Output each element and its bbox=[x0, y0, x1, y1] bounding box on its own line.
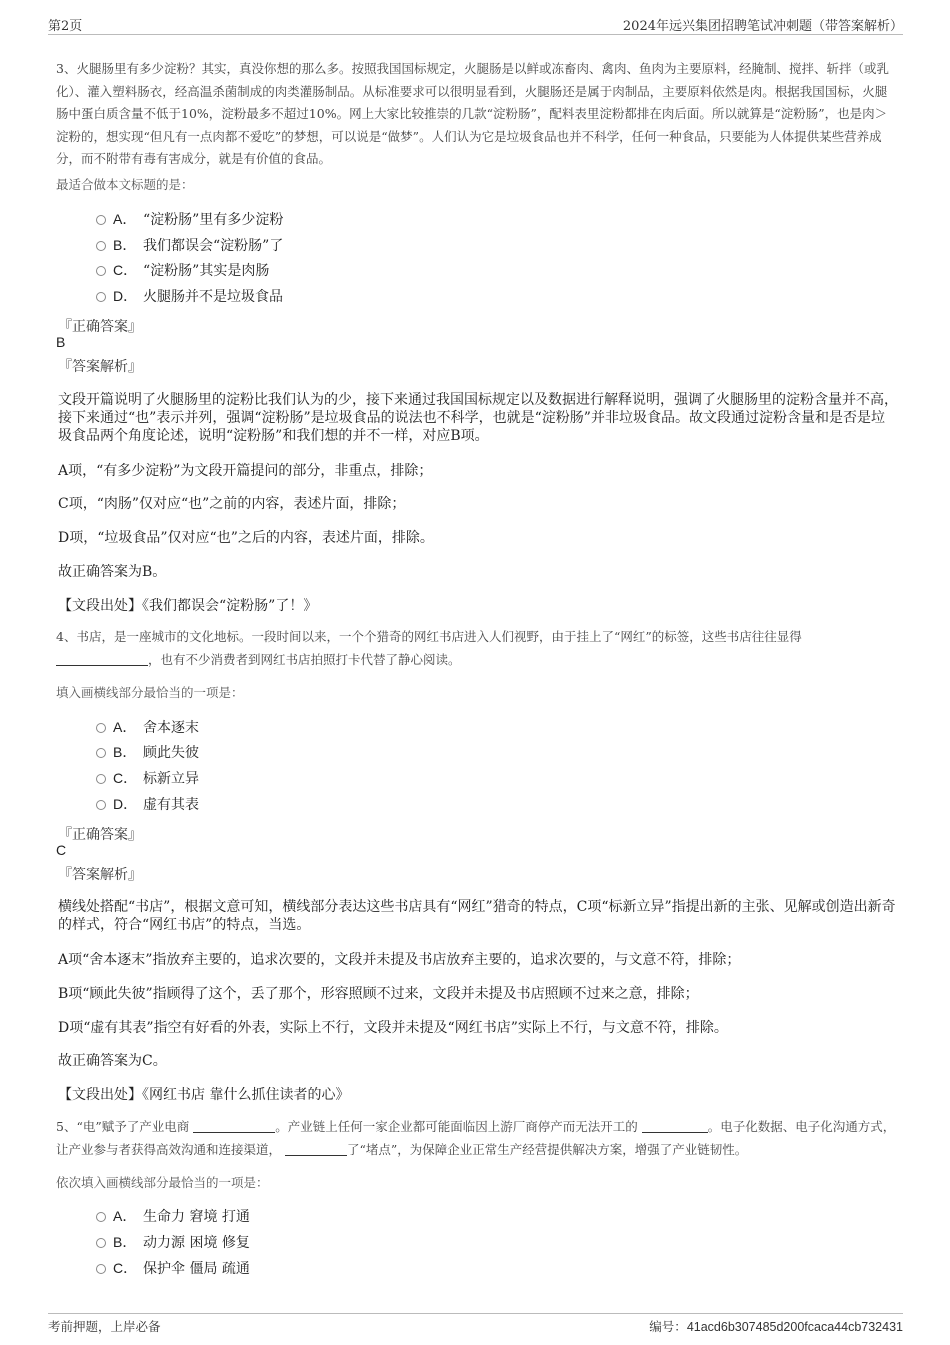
q3-option-b[interactable]: B． 我们都误会“淀粉肠”了 bbox=[96, 234, 283, 256]
radio-icon[interactable] bbox=[96, 215, 106, 225]
page-header bbox=[48, 14, 903, 35]
q3-answer-label: 『正确答案』 bbox=[58, 319, 142, 335]
fill-blank-1 bbox=[193, 1120, 275, 1133]
q4-answer: C bbox=[56, 842, 67, 858]
q3-prompt: 最适合做本文标题的是： bbox=[56, 177, 194, 192]
radio-icon[interactable] bbox=[96, 241, 106, 251]
q5-option-a[interactable]: A． 生命力 窘境 打通 bbox=[96, 1205, 250, 1227]
q4-prompt: 填入画横线部分最恰当的一项是： bbox=[56, 685, 244, 700]
radio-icon[interactable] bbox=[96, 1212, 106, 1222]
q4-analysis: 横线处搭配“书店”，根据文意可知，横线部分表达这些书店具有“网红”猎奇的特点，C项“标新立异”指提出新的主张、见解或创造出新奇的样式，符合“网红书店”的特点，当选。 bbox=[58, 899, 896, 933]
q3-option-d[interactable]: D． 火腿肠并不是垃圾食品 bbox=[96, 285, 283, 307]
q4-option-c[interactable]: C． 标新立异 bbox=[96, 767, 199, 789]
q4-analysis-label: 『答案解析』 bbox=[58, 867, 142, 883]
q5-option-b[interactable]: B． 动力源 困境 修复 bbox=[96, 1231, 250, 1253]
q4-conclusion: 故正确答案为C。 bbox=[58, 1053, 167, 1069]
radio-icon[interactable] bbox=[96, 800, 106, 810]
q3-option-a[interactable]: A． “淀粉肠”里有多少淀粉 bbox=[96, 208, 283, 230]
q3-option-c[interactable]: C． “淀粉肠”其实是肉肠 bbox=[96, 259, 269, 281]
q3-analysis-label: 『答案解析』 bbox=[58, 359, 142, 375]
fill-blank bbox=[56, 653, 148, 666]
q4-option-d[interactable]: D． 虚有其表 bbox=[96, 793, 199, 815]
page-footer bbox=[48, 1313, 903, 1334]
q3-analysis-c: C项，“肉肠”仅对应“也”之前的内容，表述片面，排除； bbox=[58, 496, 406, 512]
q3-answer: B bbox=[56, 334, 66, 350]
q3-passage: 3、火腿肠里有多少淀粉？其实，真没你想的那么多。按照我国国标规定，火腿肠是以鲜或冻畜肉、禽肉、鱼肉为主要原料，经腌制、搅拌、斩拌（或乳化）、灌入塑料肠衣，经高温杀菌制成的肉类灌肠制品。从标准要求可以很明显看到，火腿肠还是属于肉制品，主要原料依然是肉。根据我国国标，火腿肠中蛋白质含量不低于10%，淀粉最多不超过10%。网上大家比较推崇的几款“淀粉肠”，配料表里淀粉都排在肉后面。所以就算是“淀粉肠”，也是肉＞淀粉的，想实现“但凡有一点肉都不爱吃”的梦想，可以说是“做梦”。人们认为它是垃圾食品也并不科学，任何一种食品，只要能为人体提供某些营养成分，而不附带有毒有害成分，就是有价值的食品。 bbox=[56, 61, 889, 166]
footer-note: 考前押题，上岸必备 bbox=[48, 1319, 161, 1334]
fill-blank-2 bbox=[642, 1120, 708, 1133]
radio-icon[interactable] bbox=[96, 748, 106, 758]
radio-icon[interactable] bbox=[96, 1264, 106, 1274]
radio-icon[interactable] bbox=[96, 723, 106, 733]
q4-option-b[interactable]: B． 顾此失彼 bbox=[96, 741, 199, 763]
radio-icon[interactable] bbox=[96, 1238, 106, 1248]
q3-analysis: 文段开篇说明了火腿肠里的淀粉比我们认为的少，接下来通过我国国标规定以及数据进行解释说明，强调了火腿肠里的淀粉含量并不高，接下来通过“也”表示并列，强调“淀粉肠”是垃圾食品的说法也不科学，也就是“淀粉肠”并非垃圾食品。故文段通过淀粉含量和是否是垃圾食品两个角度论述，说明“淀粉肠”和我们想的并不一样，对应B项。 bbox=[58, 392, 898, 444]
page-number: 第2页 bbox=[48, 19, 83, 34]
q4-analysis-d: D项“虚有其表”指空有好看的外表，实际上不行，文段并未提及“网红书店”实际上不行，与文意不符，排除。 bbox=[58, 1020, 728, 1036]
q3-analysis-d: D项，“垃圾食品”仅对应“也”之后的内容，表述片面，排除。 bbox=[58, 530, 434, 546]
q4-option-a[interactable]: A． 舍本逐末 bbox=[96, 716, 199, 738]
q5-passage: 5、“电”赋予了产业电商 。产业链上任何一家企业都可能面临因上游厂商停产而无法开工的 。电子化数据、电子化沟通方式，让产业参与者获得高效沟通和连接渠道， 了“堵点”，为保障企业正常生产经营提供解决方案，增强了产业链韧性。 bbox=[56, 1119, 896, 1157]
q3-analysis-a: A项，“有多少淀粉”为文段开篇提问的部分，非重点，排除； bbox=[58, 463, 433, 479]
radio-icon[interactable] bbox=[96, 292, 106, 302]
q4-analysis-a: A项“舍本逐末”指放弃主要的，追求次要的，文段并未提及书店放弃主要的，追求次要的，与文意不符，排除； bbox=[58, 952, 741, 968]
q4-passage: 4、书店，是一座城市的文化地标。一段时间以来，一个个猎奇的网红书店进入人们视野，由于挂上了“网红”的标签，这些书店往往显得 ，也有不少消费者到网红书店拍照打卡代替了静心阅读。 bbox=[56, 629, 802, 667]
document-code: 编号：41acd6b307485d200fcaca44cb732431 bbox=[649, 1319, 903, 1334]
q4-source: 【文段出处】《网红书店 靠什么抓住读者的心》 bbox=[58, 1087, 350, 1103]
q3-source: 【文段出处】《我们都误会“淀粉肠”了！》 bbox=[58, 598, 318, 614]
q5-option-c[interactable]: C． 保护伞 僵局 疏通 bbox=[96, 1257, 250, 1279]
radio-icon[interactable] bbox=[96, 774, 106, 784]
q3-conclusion: 故正确答案为B。 bbox=[58, 564, 167, 580]
fill-blank-3 bbox=[285, 1143, 347, 1156]
q4-answer-label: 『正确答案』 bbox=[58, 827, 142, 843]
radio-icon[interactable] bbox=[96, 266, 106, 276]
q4-analysis-b: B项“顾此失彼”指顾得了这个，丢了那个，形容照顾不过来，文段并未提及书店照顾不过来之意，排除； bbox=[58, 986, 699, 1002]
q5-prompt: 依次填入画横线部分最恰当的一项是： bbox=[56, 1175, 269, 1190]
document-title: 2024年远兴集团招聘笔试冲刺题（带答案解析） bbox=[622, 19, 903, 34]
